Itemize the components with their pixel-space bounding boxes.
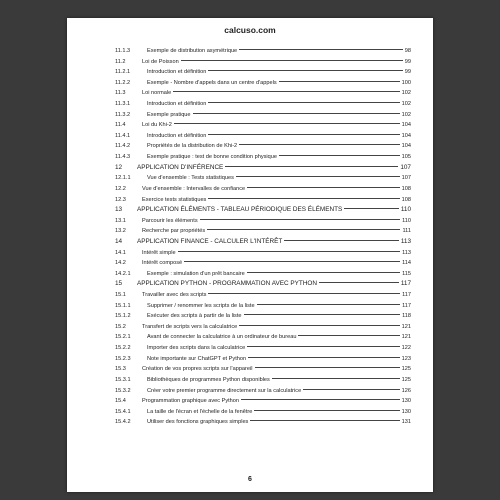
toc-entry-number: 15.2 <box>115 323 126 330</box>
dot-leader <box>225 166 398 167</box>
toc-entry[interactable] <box>115 332 411 343</box>
toc-entry[interactable] <box>115 396 411 407</box>
toc-entry-number: 15.3 <box>115 366 126 373</box>
toc-entry-title: APPLICATION FINANCE - CALCULER L'INTÉRÊT <box>137 237 283 245</box>
toc-entry[interactable] <box>115 343 411 354</box>
toc-entry-title: Exécuter des scripts à partir de la liste <box>147 313 242 320</box>
toc-entry-number: 11.2 <box>115 58 126 65</box>
toc-entry-number: 12.2 <box>115 185 126 192</box>
toc-entry-title: Avant de connecter la calculatrice à un ordinateur de bureau <box>147 334 297 341</box>
toc-entry-title: Loi normale <box>142 90 172 97</box>
toc-entry-number: 11.4 <box>115 122 126 129</box>
dot-leader <box>208 198 399 199</box>
toc-entry-number: 12 <box>115 163 123 171</box>
toc-entry-title: Parcourir les éléments <box>142 217 198 224</box>
dot-leader <box>178 251 401 252</box>
dot-leader <box>174 123 400 124</box>
toc-entry[interactable] <box>115 248 411 259</box>
toc-entry-number: 11.2.1 <box>115 69 131 76</box>
toc-entry-title: Note importante sur ChatGPT et Python <box>147 355 247 362</box>
dot-leader <box>208 70 402 71</box>
toc-entry-number: 13.2 <box>115 228 126 235</box>
dot-leader <box>284 240 399 241</box>
toc-entry[interactable] <box>115 67 411 78</box>
toc-entry-page: 122 <box>401 345 411 352</box>
dot-leader <box>279 81 400 82</box>
dot-leader <box>272 378 400 379</box>
toc-entry[interactable] <box>115 141 411 152</box>
toc-entry-page: 117 <box>400 280 411 288</box>
toc-entry-number: 15.4.2 <box>115 419 131 426</box>
toc-entry-page: 117 <box>402 292 411 299</box>
toc-entry-page: 123 <box>401 355 411 362</box>
toc-entry-number: 12.3 <box>115 196 126 203</box>
toc-entry[interactable] <box>115 120 411 131</box>
dot-leader <box>181 60 403 61</box>
toc-entry-page: 118 <box>402 313 411 320</box>
dot-leader <box>303 389 399 390</box>
dot-leader <box>298 335 399 336</box>
toc-entry-page: 115 <box>402 270 411 277</box>
toc-entry-page: 108 <box>401 196 411 203</box>
toc-entry-page: 102 <box>401 90 411 97</box>
toc-entry-page: 121 <box>401 334 411 341</box>
toc-entry-page: 114 <box>402 260 411 267</box>
toc-entry-page: 110 <box>400 206 411 214</box>
dot-leader <box>250 420 399 421</box>
toc-entry-title: Intérêt simple <box>142 249 176 256</box>
document-page <box>67 18 433 492</box>
toc-entry[interactable] <box>115 88 411 99</box>
toc-entry-title: Recherche par propriétés <box>142 228 206 235</box>
toc-entry-title: Exemple pratique <box>147 111 191 118</box>
toc-entry[interactable] <box>115 184 411 195</box>
toc-entry[interactable] <box>115 57 411 68</box>
toc-entry[interactable] <box>115 195 411 206</box>
dot-leader <box>244 314 401 315</box>
toc-entry-number: 13 <box>115 206 123 214</box>
toc-entry[interactable] <box>115 375 411 386</box>
toc-entry-title: Exemple de distribution asymétrique <box>147 48 238 54</box>
dot-leader <box>239 325 399 326</box>
dot-leader <box>207 229 400 230</box>
toc-entry-title: Loi de Poisson <box>142 58 179 65</box>
page-number: 6 <box>248 476 252 483</box>
toc-entry-page: 125 <box>401 366 411 373</box>
dot-leader <box>257 304 401 305</box>
dot-leader <box>247 187 399 188</box>
dot-leader <box>239 144 399 145</box>
toc-entry-page: 130 <box>401 398 411 405</box>
dot-leader <box>239 49 403 50</box>
table-of-contents <box>115 46 411 428</box>
toc-entry[interactable] <box>115 386 411 397</box>
toc-entry-number: 11.2.2 <box>115 79 131 86</box>
toc-entry-title: Introduction et définition <box>147 101 207 108</box>
toc-entry-number: 15.1.2 <box>115 313 131 320</box>
toc-entry[interactable] <box>115 78 411 89</box>
toc-entry-number: 14 <box>115 237 123 245</box>
toc-entry-page: 104 <box>401 143 411 150</box>
toc-entry-title: Exemple : simulation d'un prêt bancaire <box>147 270 245 277</box>
toc-entry-title: Bibliothèques de programmes Python disponibles <box>147 376 270 383</box>
toc-entry-page: 100 <box>401 79 411 86</box>
dot-leader <box>254 410 399 411</box>
toc-entry[interactable] <box>115 322 411 333</box>
dot-leader <box>241 399 400 400</box>
toc-entry-page: 121 <box>401 323 411 330</box>
dot-leader <box>184 261 400 262</box>
toc-entry-page: 117 <box>402 302 411 309</box>
toc-entry-page: 104 <box>401 132 411 139</box>
toc-entry-title: Programmation graphique avec Python <box>142 398 240 405</box>
toc-entry-title: Loi du Khi-2 <box>142 122 172 129</box>
toc-entry-number: 15.2.1 <box>115 334 131 341</box>
toc-entry[interactable] <box>115 258 411 269</box>
toc-entry-number: 15.3.2 <box>115 387 131 394</box>
toc-entry-page: 107 <box>400 163 411 171</box>
toc-entry-number: 14.1 <box>115 249 126 256</box>
toc-entry-title: Exemple pratique : test de bonne condition physique <box>147 154 277 161</box>
toc-entry-number: 12.1.1 <box>115 175 131 182</box>
dot-leader <box>247 346 399 347</box>
toc-entry-number: 11.4.2 <box>115 143 131 150</box>
dot-leader <box>208 102 399 103</box>
toc-entry[interactable] <box>115 226 411 237</box>
toc-entry-number: 11.3.1 <box>115 101 131 108</box>
toc-entry-number: 15.1.1 <box>115 302 131 309</box>
dot-leader <box>173 91 399 92</box>
toc-entry[interactable] <box>115 237 411 248</box>
toc-entry-title: Intérêt composé <box>142 260 183 267</box>
dot-leader <box>247 272 400 273</box>
toc-entry-page: 110 <box>402 217 411 224</box>
toc-entry-title: Introduction et définition <box>147 69 207 76</box>
toc-entry-title: APPLICATION D'INFÉRENCE <box>137 163 224 171</box>
toc-entry[interactable] <box>115 163 411 174</box>
toc-entry-title: Vue d'ensemble : Intervalles de confiance <box>142 185 246 192</box>
toc-entry-page: 105 <box>401 154 411 161</box>
toc-entry-title: Propriétés de la distribution de Khi-2 <box>147 143 238 150</box>
toc-entry-title: Vue d'ensemble : Tests statistiques <box>147 175 234 182</box>
dot-leader <box>236 176 400 177</box>
dot-leader <box>319 282 399 283</box>
toc-entry-page: 126 <box>401 387 411 394</box>
toc-entry[interactable] <box>115 216 411 227</box>
toc-entry-number: 11.1.3 <box>115 48 131 54</box>
toc-entry-number: 15.1 <box>115 292 126 299</box>
toc-entry-title: APPLICATION ÉLÉMENTS - TABLEAU PÉRIODIQUE DES ÉLÉMENTS <box>137 206 343 214</box>
toc-entry[interactable] <box>115 290 411 301</box>
toc-entry[interactable] <box>115 354 411 365</box>
toc-entry-page: 108 <box>401 185 411 192</box>
dot-leader <box>279 155 400 156</box>
toc-entry-page: 99 <box>404 58 411 65</box>
toc-entry-page: 99 <box>404 69 411 76</box>
toc-entry-page: 125 <box>401 376 411 383</box>
dot-leader <box>255 367 400 368</box>
toc-entry-number: 15.2.2 <box>115 345 131 352</box>
toc-entry-page: 102 <box>401 111 411 118</box>
toc-entry[interactable] <box>115 407 411 418</box>
toc-entry-number: 15.4.1 <box>115 408 131 415</box>
toc-entry-page: 107 <box>401 175 411 182</box>
toc-entry-page: 102 <box>401 101 411 108</box>
toc-entry-title: Importer des scripts dans la calculatrice <box>147 345 246 352</box>
toc-entry-title: Création de vos propres scripts sur l'appareil <box>142 366 253 373</box>
toc-entry-number: 15.4 <box>115 398 126 405</box>
toc-entry[interactable] <box>115 279 411 290</box>
site-header: calcuso.com <box>224 25 276 35</box>
toc-entry-page: 130 <box>401 408 411 415</box>
toc-entry[interactable] <box>115 417 411 428</box>
toc-entry[interactable] <box>115 99 411 110</box>
toc-entry-title: Utiliser des fonctions graphiques simples <box>147 419 249 426</box>
toc-entry[interactable] <box>115 152 411 163</box>
toc-entry-page: 131 <box>401 419 411 426</box>
toc-entry[interactable] <box>115 46 411 57</box>
toc-entry-title: La taille de l'écran et l'échelle de la fenêtre <box>147 408 253 415</box>
dot-leader <box>248 357 400 358</box>
toc-entry-page: 113 <box>400 237 411 245</box>
toc-entry-number: 11.3.2 <box>115 111 131 118</box>
toc-entry-title: APPLICATION PYTHON - PROGRAMMATION AVEC PYTHON <box>137 280 318 288</box>
toc-entry-number: 11.4.1 <box>115 132 131 139</box>
toc-entry-number: 11.3 <box>115 90 126 97</box>
toc-entry[interactable] <box>115 131 411 142</box>
toc-entry[interactable] <box>115 269 411 280</box>
toc-entry-number: 14.2 <box>115 260 126 267</box>
dot-leader <box>208 293 400 294</box>
toc-entry-page: 113 <box>402 249 411 256</box>
toc-entry-number: 15.3.1 <box>115 376 131 383</box>
toc-entry[interactable] <box>115 364 411 375</box>
toc-entry-number: 15 <box>115 280 123 288</box>
toc-entry-title: Exemple - Nombre d'appels dans un centre d'appels <box>147 79 277 86</box>
toc-entry[interactable] <box>115 205 411 216</box>
toc-entry-number: 11.4.3 <box>115 154 131 161</box>
toc-entry-title: Créer votre premier programme directement sur la calculatrice <box>147 387 302 394</box>
toc-entry-title: Travailler avec des scripts <box>142 292 207 299</box>
dot-leader <box>208 134 399 135</box>
toc-entry-page: 111 <box>402 228 411 235</box>
toc-entry[interactable] <box>115 311 411 322</box>
dot-leader <box>200 219 400 220</box>
toc-entry-number: 14.2.1 <box>115 270 131 277</box>
toc-entry[interactable] <box>115 110 411 121</box>
toc-entry-number: 15.2.3 <box>115 355 131 362</box>
toc-entry-number: 13.1 <box>115 217 126 224</box>
toc-entry-title: Exercice tests statistiques <box>142 196 207 203</box>
toc-entry[interactable] <box>115 173 411 184</box>
toc-entry-page: 98 <box>404 48 411 54</box>
toc-entry-page: 104 <box>401 122 411 129</box>
toc-entry[interactable] <box>115 301 411 312</box>
toc-entry-title: Introduction et définition <box>147 132 207 139</box>
dot-leader <box>344 208 399 209</box>
dot-leader <box>193 113 400 114</box>
toc-entry-title: Transfert de scripts vers la calculatrice <box>142 323 238 330</box>
toc-entry-title: Supprimer / renommer les scripts de la liste <box>147 302 255 309</box>
